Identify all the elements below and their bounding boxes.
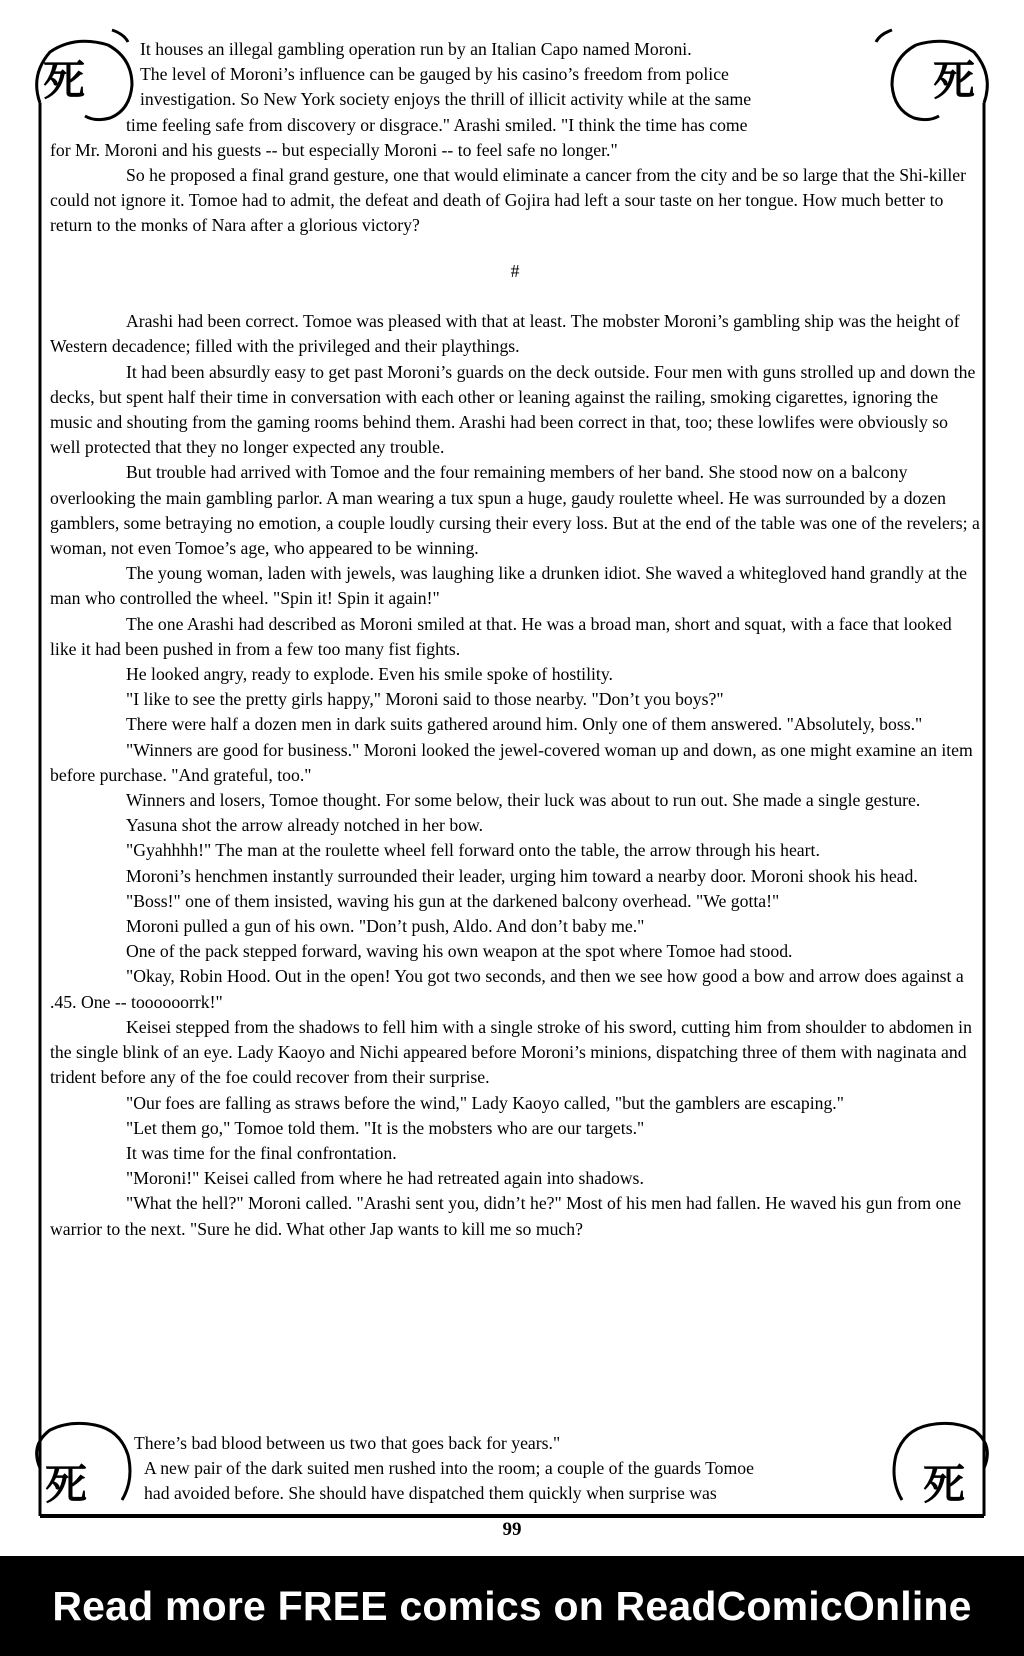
paragraph: Arashi had been correct. Tomoe was pleased with that at least. The mobster Moroni’s gambling ship was the height of Western decadence; filled with the privileged and their playthings.	[50, 311, 960, 357]
paragraph: There were half a dozen men in dark suits gathered around him. Only one of them answered. "Absolutely, boss."	[126, 714, 923, 735]
paragraph: It had been absurdly easy to get past Moroni’s guards on the deck outside. Four men with guns strolled up and down the decks, but spent half their time in conversation with each other or leaning against the railing, smoking cigarettes, ignoring the music and shouting from the gaming rooms behind them. Arashi had been correct in that, too; these lowlifes were obviously so well protected that they no longer expected any trouble.	[50, 361, 976, 458]
text-line: time feeling safe from discovery or disgrace." Arashi smiled. "I think the time has come	[126, 114, 748, 135]
paragraph: Moroni pulled a gun of his own. "Don’t push, Aldo. And don’t baby me."	[126, 916, 645, 937]
paragraph: The one Arashi had described as Moroni smiled at that. He was a broad man, short and squat, with a face that looked like it had been pushed in from a few too many fist fights.	[50, 613, 952, 659]
corner-glyph-top-right: 死	[932, 56, 975, 105]
paragraph: It was time for the final confrontation.	[126, 1142, 397, 1163]
corner-glyph-bottom-left: 死	[44, 1460, 87, 1509]
text-line: The level of Moroni’s influence can be gauged by his casino’s freedom from police	[140, 64, 729, 85]
scene-break: #	[510, 261, 520, 281]
paragraph: So he proposed a final grand gesture, one that would eliminate a cancer from the city and be so large that the Shi-killer could not ignore it. Tomoe had to admit, the defeat and death of Gojira had left a sour taste on her tongue. How much better to return to the monks of Nara after a glorious victory?	[50, 165, 967, 236]
paragraph: Yasuna shot the arrow already notched in her bow.	[126, 815, 484, 836]
bottom-text-block	[134, 1431, 914, 1507]
page-number: 99	[502, 1519, 522, 1540]
paragraph: "Our foes are falling as straws before the wind," Lady Kaoyo called, "but the gamblers are escaping."	[126, 1092, 844, 1113]
text-line: investigation. So New York society enjoys the thrill of illicit activity while at the same	[140, 89, 752, 110]
text-line: It houses an illegal gambling operation run by an Italian Capo named Moroni.	[140, 39, 692, 59]
main-text-block	[50, 259, 980, 1242]
paragraph: Winners and losers, Tomoe thought. For some below, their luck was about to run out. She made a single gesture.	[126, 790, 921, 811]
promo-banner[interactable]	[0, 1556, 1024, 1656]
paragraph: "Let them go," Tomoe told them. "It is the mobsters who are our targets."	[126, 1117, 645, 1138]
corner-glyph-top-left: 死	[42, 56, 85, 105]
banner-text[interactable]: Read more FREE comics on ReadComicOnline	[52, 1582, 972, 1629]
paragraph: "What the hell?" Moroni called. "Arashi sent you, didn’t he?" Most of his men had fallen. He waved his gun from one warrior to the next. "Sure he did. What other Jap wants to kill me so much?	[50, 1193, 962, 1239]
paragraph: Moroni’s henchmen instantly surrounded their leader, urging him toward a nearby door. Moroni shook his head.	[126, 865, 918, 886]
paragraph: One of the pack stepped forward, waving his own weapon at the spot where Tomoe had stood.	[126, 941, 793, 962]
paragraph: "I like to see the pretty girls happy," Moroni said to those nearby. "Don’t you boys?"	[126, 689, 724, 710]
top-text-block	[50, 37, 980, 239]
text-line: had avoided before. She should have dispatched them quickly when surprise was	[144, 1483, 717, 1504]
paragraph: But trouble had arrived with Tomoe and the four remaining members of her band. She stood now on a balcony overlooking the main gambling parlor. A man wearing a tux spun a huge, gaudy roulette wheel. He was surrounded by a dozen gamblers, some betraying no emotion, a couple loudly cursing their every loss. But at the end of the table was one of the revelers; a woman, not even Tomoe’s age, who appeared to be winning.	[50, 462, 980, 559]
paragraph: Keisei stepped from the shadows to fell him with a single stroke of his sword, cutting him from shoulder to abdomen in the single blink of an eye. Lady Kaoyo and Nichi appeared before Moroni’s minions, dispatching three of them with naginata and trident before any of the foe could recover from their surprise.	[50, 1016, 972, 1088]
paragraph: "Boss!" one of them insisted, waving his gun at the darkened balcony overhead. "We gotta!"	[126, 890, 780, 911]
paragraph: The young woman, laden with jewels, was laughing like a drunken idiot. She waved a whitegloved hand grandly at the man who controlled the wheel. "Spin it! Spin it again!"	[50, 563, 967, 609]
corner-glyph-bottom-right: 死	[922, 1460, 965, 1509]
paragraph: "Moroni!" Keisei called from where he had retreated again into shadows.	[126, 1168, 644, 1189]
text-line: A new pair of the dark suited men rushed into the room; a couple of the guards Tomoe	[144, 1458, 754, 1479]
paragraph: He looked angry, ready to explode. Even his smile spoke of hostility.	[126, 664, 613, 685]
paragraph: "Gyahhhh!" The man at the roulette wheel fell forward onto the table, the arrow through his heart.	[126, 840, 820, 861]
text-line: There’s bad blood between us two that goes back for years."	[134, 1433, 561, 1453]
text-line: for Mr. Moroni and his guests -- but especially Moroni -- to feel safe no longer."	[50, 139, 618, 160]
paragraph: "Winners are good for business." Moroni looked the jewel-covered woman up and down, as one might examine an item before purchase. "And grateful, too."	[50, 739, 973, 785]
paragraph: "Okay, Robin Hood. Out in the open! You got two seconds, and then we see how good a bow and arrow does against a .45. One -- toooooorrk!"	[50, 966, 964, 1012]
